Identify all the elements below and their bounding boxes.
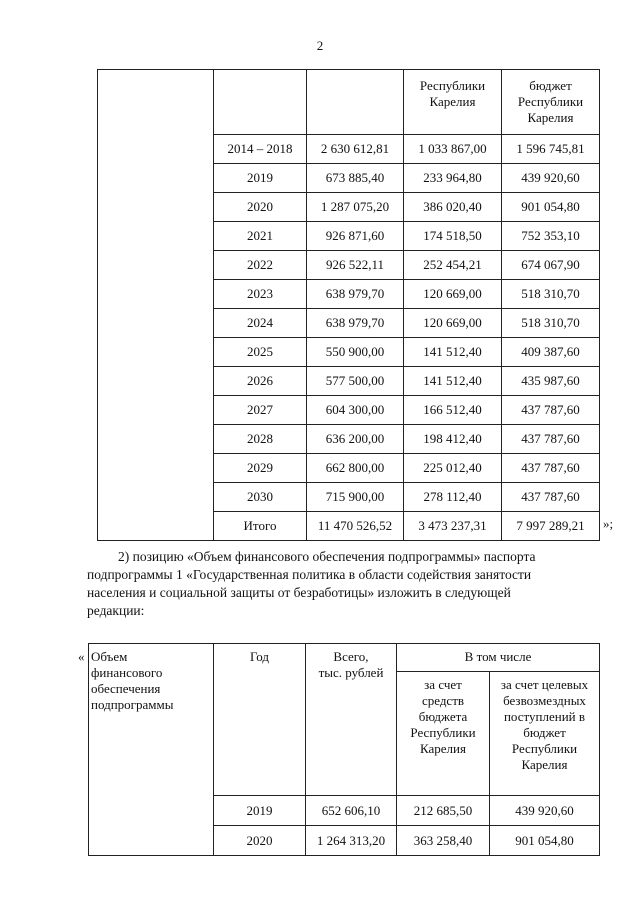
cell-budget: 437 787,60	[502, 483, 600, 512]
paragraph-line: редакции:	[87, 603, 145, 618]
cell-budget: 7 997 289,21	[502, 512, 600, 541]
paragraph-line: 2) позицию «Объем финансового обеспечения подпрограммы» паспорта	[118, 549, 536, 564]
cell-grants: 439 920,60	[490, 796, 600, 826]
cell-year: 2029	[214, 454, 307, 483]
paragraph-item-2	[87, 548, 595, 620]
cell-year: 2027	[214, 396, 307, 425]
financing-label: Объем финансового обеспечения подпрограммы	[89, 644, 214, 856]
cell-budget: 901 054,80	[502, 193, 600, 222]
closing-quote: »;	[603, 516, 614, 531]
cell-rk: 141 512,40	[404, 367, 502, 396]
cell-rk: 212 685,50	[397, 796, 490, 826]
cell-rk: 252 454,21	[404, 251, 502, 280]
header-cell	[307, 70, 404, 135]
cell-year: 2019	[214, 164, 307, 193]
cell-total: 638 979,70	[307, 309, 404, 338]
cell-budget: 437 787,60	[502, 425, 600, 454]
cell-total: 604 300,00	[307, 396, 404, 425]
cell-total: 652 606,10	[306, 796, 397, 826]
label-cell-empty	[98, 70, 214, 541]
cell-total: 715 900,00	[307, 483, 404, 512]
cell-year: Итого	[214, 512, 307, 541]
cell-total: 577 500,00	[307, 367, 404, 396]
cell-year: 2022	[214, 251, 307, 280]
header-total: Всего, тыс. рублей	[306, 644, 397, 796]
financing-table-continued	[97, 69, 600, 541]
header-year: Год	[214, 644, 306, 796]
cell-total: 1 287 075,20	[307, 193, 404, 222]
cell-rk: 233 964,80	[404, 164, 502, 193]
cell-rk: 166 512,40	[404, 396, 502, 425]
cell-budget: 439 920,60	[502, 164, 600, 193]
cell-total: 662 800,00	[307, 454, 404, 483]
cell-year: 2024	[214, 309, 307, 338]
cell-rk: 120 669,00	[404, 280, 502, 309]
header-cell-rk: Республики Карелия	[404, 70, 502, 135]
header-rk-budget: за счет средств бюджета Республики Карелия	[397, 672, 490, 796]
cell-total: 638 979,70	[307, 280, 404, 309]
cell-grants: 901 054,80	[490, 826, 600, 856]
cell-budget: 1 596 745,81	[502, 135, 600, 164]
cell-budget: 437 787,60	[502, 454, 600, 483]
cell-rk: 198 412,40	[404, 425, 502, 454]
cell-year: 2026	[214, 367, 307, 396]
cell-total: 636 200,00	[307, 425, 404, 454]
cell-rk: 174 518,50	[404, 222, 502, 251]
cell-total: 673 885,40	[307, 164, 404, 193]
cell-budget: 435 987,60	[502, 367, 600, 396]
cell-year: 2014 – 2018	[214, 135, 307, 164]
cell-total: 11 470 526,52	[307, 512, 404, 541]
cell-total: 1 264 313,20	[306, 826, 397, 856]
cell-year: 2025	[214, 338, 307, 367]
cell-rk: 1 033 867,00	[404, 135, 502, 164]
table-header-row	[89, 644, 600, 672]
table-header-row	[98, 70, 600, 135]
cell-budget: 518 310,70	[502, 280, 600, 309]
cell-budget: 674 067,90	[502, 251, 600, 280]
header-grants: за счет целевых безвозмездных поступлений в бюджет Республики Карелия	[490, 672, 600, 796]
cell-budget: 518 310,70	[502, 309, 600, 338]
cell-year: 2020	[214, 193, 307, 222]
cell-year: 2028	[214, 425, 307, 454]
cell-total: 550 900,00	[307, 338, 404, 367]
cell-year: 2030	[214, 483, 307, 512]
cell-year: 2021	[214, 222, 307, 251]
page-number: 2	[316, 38, 324, 53]
cell-year: 2020	[214, 826, 306, 856]
cell-rk: 278 112,40	[404, 483, 502, 512]
cell-budget: 409 387,60	[502, 338, 600, 367]
cell-total: 926 522,11	[307, 251, 404, 280]
cell-total: 2 630 612,81	[307, 135, 404, 164]
header-cell-budget: бюджет Республики Карелия	[502, 70, 600, 135]
paragraph-line: подпрограммы 1 «Государственная политика в области содействия занятости	[87, 567, 532, 582]
header-including: В том числе	[397, 644, 600, 672]
cell-rk: 120 669,00	[404, 309, 502, 338]
cell-year: 2023	[214, 280, 307, 309]
cell-budget: 437 787,60	[502, 396, 600, 425]
cell-total: 926 871,60	[307, 222, 404, 251]
cell-rk: 141 512,40	[404, 338, 502, 367]
cell-rk: 386 020,40	[404, 193, 502, 222]
cell-year: 2019	[214, 796, 306, 826]
paragraph-line: населения и социальной защиты от безработицы» изложить в следующей	[87, 585, 511, 600]
cell-rk: 3 473 237,31	[404, 512, 502, 541]
opening-quote: «	[78, 649, 85, 664]
financing-table-new	[88, 643, 600, 856]
cell-budget: 752 353,10	[502, 222, 600, 251]
cell-rk: 225 012,40	[404, 454, 502, 483]
header-cell	[214, 70, 307, 135]
cell-rk: 363 258,40	[397, 826, 490, 856]
